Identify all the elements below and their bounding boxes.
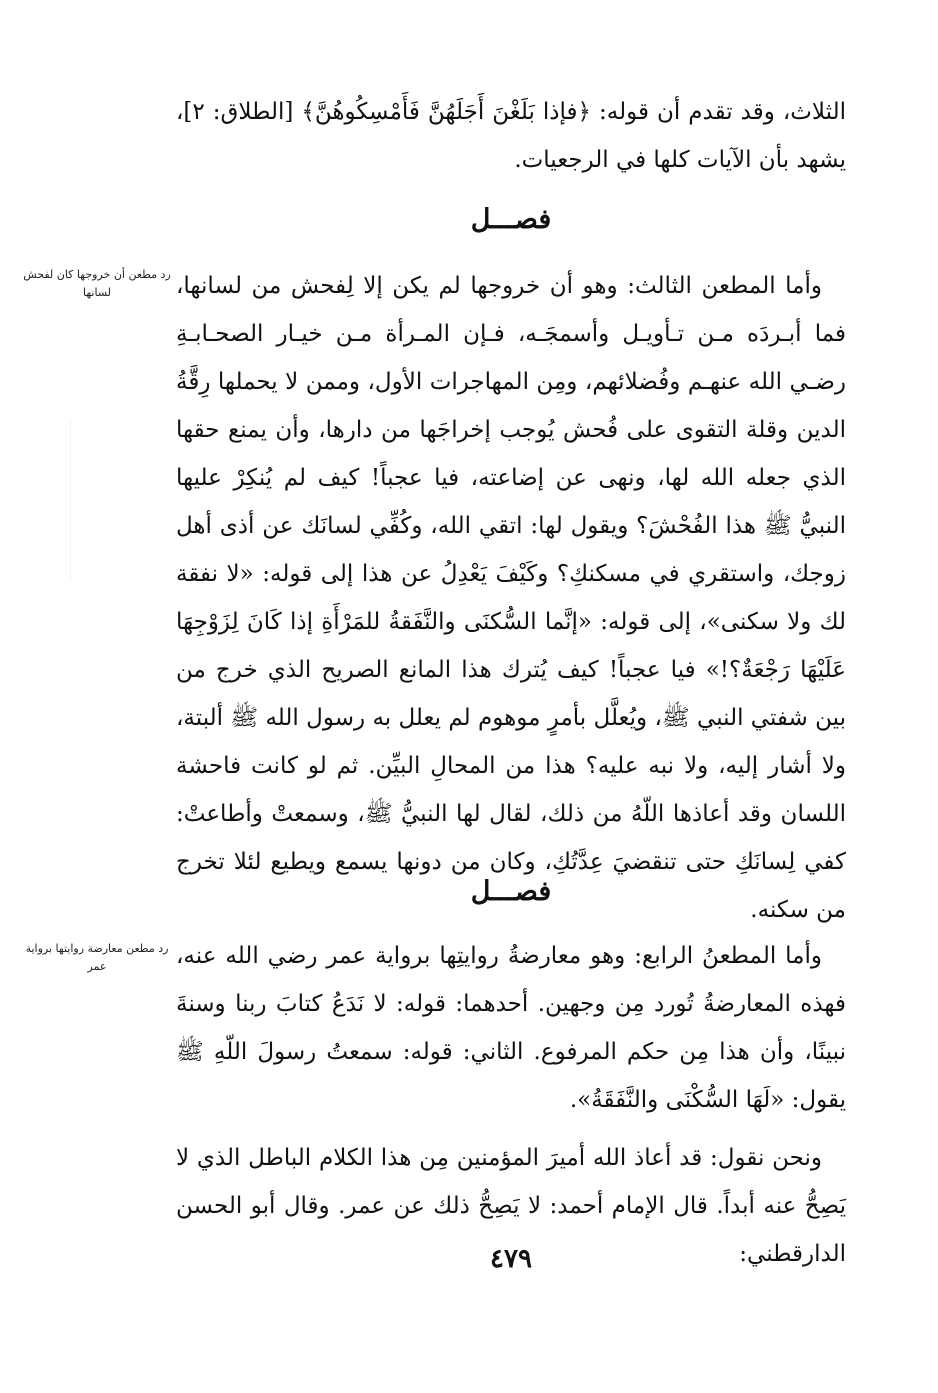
intro-paragraph: الثلاث، وقد تقدم أن قوله: ﴿فإذا بَلَغْنَ أَجَلَهُنَّ فَأَمْسِكُوهُنَّ﴾ [الطلاق: ٢]، يشهد بأن الآيات كلها في الرجعيات. <box>176 99 846 173</box>
section2-body-part1 <box>176 932 846 1124</box>
margin-note-fourth-objection: رد مطعن معارضة روايتها برواية عمر <box>25 942 169 973</box>
page-number: ٤٧٩ <box>490 1244 532 1274</box>
margin-note-third-objection: رد مطعن أن خروجها كان لفحش لسانها <box>23 268 171 299</box>
intro-block <box>176 88 846 184</box>
section-heading-2: فصـــل <box>470 876 552 907</box>
section1-paragraph: وأما المطعن الثالث: وهو أن خروجها لم يكن إلا لِفحش من لسانها، فما أبـردَه مـن تـأويـل وأسمجَـه، فـإن المـرأة مـن خيـار الصحـابـةِ رضـي الله عنهـم وفُضلائهم، ومِن المهاجرات الأول، وممن لا يحملها رِقَّةُ الدين وقلة التقوى على فُحش يُوجب إخراجَها من دارها، وأن يمنع حقها الذي جعله الله لها، ونهى عن إضاعته، فيا عجباً! كيف لم يُنكِرْ عليها النبيُّ ﷺ هذا الفُحْشَ؟ ويقول لها: اتقي الله، وكُفِّي لسانَك عن أذى أهل زوجك، واستقري في مسكنكِ؟ وكَيْفَ يَعْدِلُ عن هذا إلى قوله: «لا نفقة لك ولا سكنى»، إلى قوله: «إنَّما السُّكنَى والنَّفَقةُ للمَرْأَةِ إذا كَانَ لِزَوْجِهَا عَلَيْهَا رَجْعَةٌ؟!» فيا عجباً! كيف يُترك هذا المانع الصريح الذي خرج من بين شفتي النبي ﷺ، ويُعلَّل بأمرٍ موهوم لم يعلل به رسول الله ﷺ ألبتة، ولا أشار إليه، ولا نبه عليه؟ هذا من المحالِ البيِّن. ثم لو كانت فاحشة اللسان وقد أعاذها اللّهُ من ذلك، لقال لها النبيُّ ﷺ، وسمعتْ وأطاعتْ: كفي لِسانَكِ حتى تنقضيَ عِدَّتُكِ، وكان من دونها يسمع ويطيع لئلا تخرج من سكنه. <box>176 273 846 923</box>
section-heading-1: فصـــل <box>470 204 552 235</box>
section2-paragraph-2: ونحن نقول: قد أعاذ الله أميرَ المؤمنين مِن هذا الكلام الباطل الذي لا يَصِحُّ عنه أبداً. قال الإمام أحمد: لا يَصِحُّ ذلك عن عمر. وقال أبو الحسن الدارقطني: <box>176 1145 846 1267</box>
section2-paragraph-1: وأما المطعنُ الرابع: وهو معارضةُ روايتِها برواية عمر رضي الله عنه، فهذه المعارضةُ تُورد مِن وجهين. أحدهما: قوله: لا نَدَعُ كتابَ ربنا وسنةَ نبينًا، وأن هذا مِن حكم المرفوع. الثاني: قوله: سمعتُ رسولَ اللّهِ ﷺ يقول: «لَهَا السُّكْنَى والنَّفَقَةُ». <box>176 943 846 1113</box>
scan-shadow <box>70 420 71 580</box>
section1-body <box>176 262 846 934</box>
